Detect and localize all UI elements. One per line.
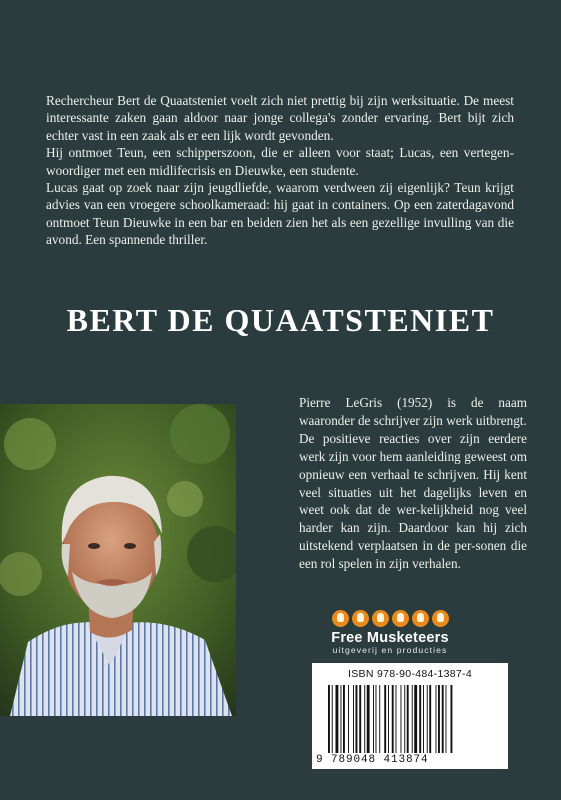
- bio-paragraph: De positieve reacties over zijn eerdere werk zijn voor hem aanleiding geweest om opnieuw een verhaal te schrijven. Hij kent veel situaties uit het dagelijks leven en weet ook dat de wer-kelijkheid nog veel harder kan zijn. Daardoor kan hij zich uitstekend verplaatsen in de per-sonen die een rol spelen in zijn verhalen.: [299, 430, 527, 572]
- ean-digits: 9 789048 413874: [316, 754, 429, 766]
- barcode-bar: [412, 685, 413, 753]
- barcode-bar: [446, 685, 447, 753]
- barcode-bar: [336, 685, 339, 753]
- isbn-label: ISBN 978-90-484-1387-4: [348, 668, 472, 680]
- barcode-bar: [401, 685, 402, 753]
- author-bio: [299, 394, 527, 573]
- barcode-bar: [367, 685, 370, 753]
- barcode-bar: [328, 685, 330, 753]
- barcode-bar: [384, 685, 386, 753]
- book-title: BERT DE QUAATSTENIET: [66, 302, 495, 338]
- barcode-bar: [427, 685, 428, 753]
- blurb-paragraph: Rechercheur Bert de Quaatsteniet voelt zich niet prettig bij zijn werksituatie. De meest interessante zaken gaan aldoor naar jonge collega's zonder ervaring. Bert bijt zich echter vast in een zaak als er een lijk wordt gevonden.: [46, 93, 514, 143]
- barcode-bar: [373, 685, 374, 753]
- musketeer-icon: [412, 610, 429, 627]
- musketeer-icon: [352, 610, 369, 627]
- musketeer-icon: [392, 610, 409, 627]
- publisher-icons: [318, 610, 462, 628]
- barcode-bar: [423, 685, 424, 753]
- barcode-bar: [348, 685, 349, 753]
- barcode-bar: [356, 685, 358, 753]
- barcode-bar: [442, 685, 444, 753]
- author-photo: [0, 404, 236, 716]
- musketeer-icon: [372, 610, 389, 627]
- publisher-name: Free Musketeers: [331, 630, 449, 646]
- barcode-bar: [364, 685, 365, 753]
- barcode-bar: [438, 685, 440, 753]
- barcode-bars: [328, 685, 492, 753]
- blurb-paragraph: Hij ontmoet Teun, een schipperszoon, die er alleen voor staat; Lucas, een vertegen-woordiger met een midlifecrisis en Dieuwke, een studente.: [46, 145, 514, 178]
- publisher-subtitle: uitgeverij en producties: [332, 645, 448, 655]
- barcode-bar: [379, 685, 380, 753]
- barcode-bar: [419, 685, 421, 753]
- barcode-bar: [353, 685, 354, 753]
- musketeer-icon: [432, 610, 449, 627]
- barcode-bar: [429, 685, 431, 753]
- barcode-bar: [341, 685, 342, 753]
- barcode-bar: [407, 685, 409, 753]
- blurb-paragraph: Lucas gaat op zoek naar zijn jeugdliefde, waarom verdween zij eigenlijk? Teun krijgt advies van een vroegere schoolkameraad: hij gaat in containers. Op een zaterdagavond ontmoet Teun Dieuwke in een bar en beiden zien het als een gezellige invulling van die avond. Een spannende thriller.: [46, 180, 514, 248]
- barcode-bar: [332, 685, 333, 753]
- musketeer-icon: [332, 610, 349, 627]
- bio-paragraph: Pierre LeGris (1952) is de naam waaronder de schrijver zijn werk uitbrengt.: [299, 395, 527, 428]
- barcode-bar: [404, 685, 405, 753]
- publisher-logo: [318, 610, 462, 655]
- barcode-bar: [451, 685, 453, 753]
- back-cover-blurb: [46, 92, 514, 249]
- barcode-bar: [388, 685, 389, 753]
- barcode-bar: [396, 685, 397, 753]
- barcode-bar: [376, 685, 377, 753]
- barcode-bar: [436, 685, 437, 753]
- barcode-bar: [343, 685, 345, 753]
- isbn-barcode: [312, 663, 508, 769]
- barcode-bar: [359, 685, 361, 753]
- barcode-bar: [414, 685, 417, 753]
- barcode-bar: [392, 685, 394, 753]
